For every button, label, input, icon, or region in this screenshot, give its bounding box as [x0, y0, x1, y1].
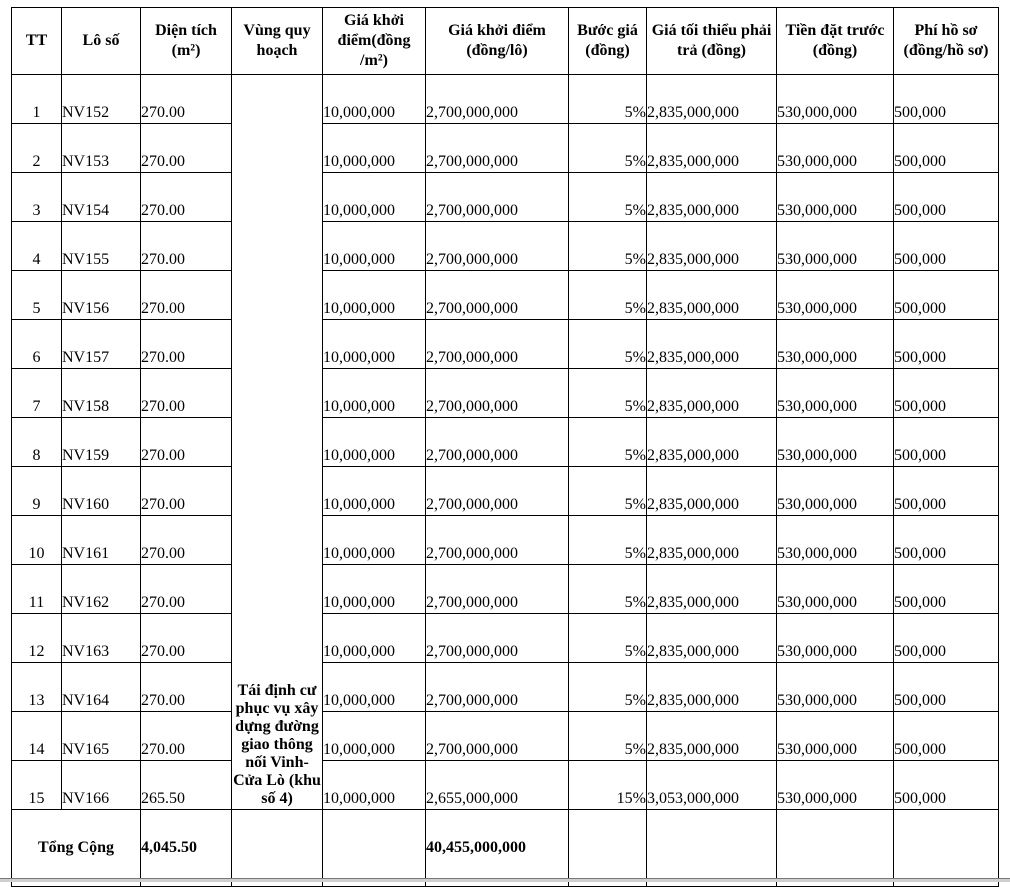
total-label: Tổng Cộng — [12, 810, 141, 887]
deposit-cell: 530,000,000 — [777, 614, 894, 663]
lot-number: NV166 — [62, 761, 141, 810]
row-number: 10 — [12, 516, 62, 565]
area-cell: 270.00 — [141, 565, 232, 614]
total-row — [12, 810, 999, 887]
minimum-price-cell: 2,835,000,000 — [647, 124, 777, 173]
row-number: 3 — [12, 173, 62, 222]
row-number: 1 — [12, 75, 62, 124]
area-cell: 270.00 — [141, 663, 232, 712]
application-fee-cell: 500,000 — [894, 467, 999, 516]
header-area: Diện tích (m²) — [141, 8, 232, 75]
deposit-cell: 530,000,000 — [777, 467, 894, 516]
application-fee-cell: 500,000 — [894, 320, 999, 369]
row-number: 5 — [12, 271, 62, 320]
table-row — [12, 75, 999, 124]
price-per-m2-cell: 10,000,000 — [323, 222, 426, 271]
minimum-price-cell: 2,835,000,000 — [647, 516, 777, 565]
application-fee-cell: 500,000 — [894, 712, 999, 761]
area-cell: 270.00 — [141, 75, 232, 124]
lot-number: NV158 — [62, 369, 141, 418]
minimum-price-cell: 2,835,000,000 — [647, 222, 777, 271]
price-per-m2-cell: 10,000,000 — [323, 369, 426, 418]
price-per-m2-cell: 10,000,000 — [323, 173, 426, 222]
price-per-lot-cell: 2,700,000,000 — [426, 467, 569, 516]
price-per-m2-cell: 10,000,000 — [323, 467, 426, 516]
minimum-price-cell: 2,835,000,000 — [647, 271, 777, 320]
application-fee-cell: 500,000 — [894, 565, 999, 614]
minimum-price-cell: 2,835,000,000 — [647, 418, 777, 467]
lot-number: NV164 — [62, 663, 141, 712]
total-empty-cell — [323, 810, 426, 887]
bid-step-cell: 15% — [569, 761, 647, 810]
area-cell: 270.00 — [141, 516, 232, 565]
row-number: 4 — [12, 222, 62, 271]
row-number: 11 — [12, 565, 62, 614]
area-cell: 270.00 — [141, 418, 232, 467]
area-cell: 270.00 — [141, 614, 232, 663]
auction-lots-table — [11, 7, 999, 887]
application-fee-cell: 500,000 — [894, 271, 999, 320]
row-number: 6 — [12, 320, 62, 369]
price-per-lot-cell: 2,700,000,000 — [426, 418, 569, 467]
lot-number: NV159 — [62, 418, 141, 467]
table-row — [12, 761, 999, 810]
table-body — [12, 75, 999, 887]
bid-step-cell: 5% — [569, 516, 647, 565]
header-planning-zone: Vùng quy hoạch — [232, 8, 323, 75]
area-cell: 270.00 — [141, 271, 232, 320]
deposit-cell: 530,000,000 — [777, 565, 894, 614]
lot-number: NV162 — [62, 565, 141, 614]
application-fee-cell: 500,000 — [894, 614, 999, 663]
total-area: 4,045.50 — [141, 810, 232, 887]
price-per-lot-cell: 2,700,000,000 — [426, 271, 569, 320]
application-fee-cell: 500,000 — [894, 124, 999, 173]
price-per-m2-cell: 10,000,000 — [323, 418, 426, 467]
header-price-per-m2: Giá khởi điểm(đồng /m²) — [323, 8, 426, 75]
deposit-cell: 530,000,000 — [777, 663, 894, 712]
price-per-m2-cell: 10,000,000 — [323, 663, 426, 712]
table-row — [12, 271, 999, 320]
bid-step-cell: 5% — [569, 614, 647, 663]
price-per-lot-cell: 2,700,000,000 — [426, 369, 569, 418]
row-number: 12 — [12, 614, 62, 663]
price-per-m2-cell: 10,000,000 — [323, 614, 426, 663]
price-per-m2-cell: 10,000,000 — [323, 124, 426, 173]
price-per-lot-cell: 2,700,000,000 — [426, 663, 569, 712]
page-bottom-divider — [0, 878, 1010, 882]
row-number: 9 — [12, 467, 62, 516]
deposit-cell: 530,000,000 — [777, 271, 894, 320]
header-application-fee: Phí hồ sơ (đồng/hồ sơ) — [894, 8, 999, 75]
bid-step-cell: 5% — [569, 271, 647, 320]
bid-step-cell: 5% — [569, 712, 647, 761]
lot-number: NV154 — [62, 173, 141, 222]
header-price-per-lot: Giá khởi điểm (đồng/lô) — [426, 8, 569, 75]
table-row — [12, 369, 999, 418]
deposit-cell: 530,000,000 — [777, 320, 894, 369]
price-per-lot-cell: 2,700,000,000 — [426, 222, 569, 271]
header-bid-step: Bước giá (đồng) — [569, 8, 647, 75]
row-number: 2 — [12, 124, 62, 173]
area-cell: 270.00 — [141, 173, 232, 222]
minimum-price-cell: 2,835,000,000 — [647, 75, 777, 124]
application-fee-cell: 500,000 — [894, 173, 999, 222]
total-empty-cell — [777, 810, 894, 887]
application-fee-cell: 500,000 — [894, 663, 999, 712]
table-row — [12, 516, 999, 565]
total-empty-cell — [647, 810, 777, 887]
price-per-lot-cell: 2,700,000,000 — [426, 320, 569, 369]
price-per-lot-cell: 2,700,000,000 — [426, 565, 569, 614]
deposit-cell: 530,000,000 — [777, 173, 894, 222]
total-empty-cell — [894, 810, 999, 887]
application-fee-cell: 500,000 — [894, 418, 999, 467]
row-number: 8 — [12, 418, 62, 467]
area-cell: 270.00 — [141, 320, 232, 369]
bid-step-cell: 5% — [569, 173, 647, 222]
table-row — [12, 320, 999, 369]
table-row — [12, 124, 999, 173]
price-per-lot-cell: 2,700,000,000 — [426, 614, 569, 663]
price-per-m2-cell: 10,000,000 — [323, 271, 426, 320]
minimum-price-cell: 2,835,000,000 — [647, 467, 777, 516]
bid-step-cell: 5% — [569, 124, 647, 173]
bid-step-cell: 5% — [569, 663, 647, 712]
bid-step-cell: 5% — [569, 320, 647, 369]
deposit-cell: 530,000,000 — [777, 222, 894, 271]
table-row — [12, 222, 999, 271]
application-fee-cell: 500,000 — [894, 222, 999, 271]
lot-number: NV155 — [62, 222, 141, 271]
table-row — [12, 467, 999, 516]
price-per-m2-cell: 10,000,000 — [323, 761, 426, 810]
deposit-cell: 530,000,000 — [777, 75, 894, 124]
deposit-cell: 530,000,000 — [777, 712, 894, 761]
bid-step-cell: 5% — [569, 565, 647, 614]
lot-number: NV163 — [62, 614, 141, 663]
minimum-price-cell: 3,053,000,000 — [647, 761, 777, 810]
total-empty-cell — [569, 810, 647, 887]
table-row — [12, 712, 999, 761]
area-cell: 270.00 — [141, 124, 232, 173]
application-fee-cell: 500,000 — [894, 761, 999, 810]
row-number: 7 — [12, 369, 62, 418]
table-row — [12, 663, 999, 712]
row-number: 13 — [12, 663, 62, 712]
price-per-m2-cell: 10,000,000 — [323, 516, 426, 565]
minimum-price-cell: 2,835,000,000 — [647, 369, 777, 418]
total-price-per-lot: 40,455,000,000 — [426, 810, 569, 887]
row-number: 14 — [12, 712, 62, 761]
price-per-lot-cell: 2,655,000,000 — [426, 761, 569, 810]
table-row — [12, 418, 999, 467]
price-per-lot-cell: 2,700,000,000 — [426, 124, 569, 173]
bid-step-cell: 5% — [569, 222, 647, 271]
planning-zone-cell: Tái định cư phục vụ xây dựng đường giao thông nối Vinh- Cửa Lò (khu số 4) — [232, 75, 323, 810]
area-cell: 265.50 — [141, 761, 232, 810]
lot-number: NV157 — [62, 320, 141, 369]
deposit-cell: 530,000,000 — [777, 418, 894, 467]
lot-number: NV165 — [62, 712, 141, 761]
header-lot-number: Lô số — [62, 8, 141, 75]
price-per-m2-cell: 10,000,000 — [323, 320, 426, 369]
area-cell: 270.00 — [141, 467, 232, 516]
minimum-price-cell: 2,835,000,000 — [647, 565, 777, 614]
bid-step-cell: 5% — [569, 75, 647, 124]
table-row — [12, 173, 999, 222]
price-per-lot-cell: 2,700,000,000 — [426, 516, 569, 565]
bid-step-cell: 5% — [569, 467, 647, 516]
deposit-cell: 530,000,000 — [777, 369, 894, 418]
area-cell: 270.00 — [141, 369, 232, 418]
table-row — [12, 565, 999, 614]
price-per-lot-cell: 2,700,000,000 — [426, 75, 569, 124]
total-empty-cell — [232, 810, 323, 887]
price-per-lot-cell: 2,700,000,000 — [426, 712, 569, 761]
table-header-row — [12, 8, 999, 75]
lot-number: NV160 — [62, 467, 141, 516]
application-fee-cell: 500,000 — [894, 369, 999, 418]
deposit-cell: 530,000,000 — [777, 761, 894, 810]
bid-step-cell: 5% — [569, 369, 647, 418]
bid-step-cell: 5% — [569, 418, 647, 467]
lot-number: NV153 — [62, 124, 141, 173]
minimum-price-cell: 2,835,000,000 — [647, 320, 777, 369]
lot-number: NV156 — [62, 271, 141, 320]
application-fee-cell: 500,000 — [894, 75, 999, 124]
lot-number: NV161 — [62, 516, 141, 565]
minimum-price-cell: 2,835,000,000 — [647, 663, 777, 712]
header-minimum-price: Giá tối thiểu phải trả (đồng) — [647, 8, 777, 75]
price-per-m2-cell: 10,000,000 — [323, 75, 426, 124]
table-row — [12, 614, 999, 663]
deposit-cell: 530,000,000 — [777, 124, 894, 173]
row-number: 15 — [12, 761, 62, 810]
minimum-price-cell: 2,835,000,000 — [647, 712, 777, 761]
application-fee-cell: 500,000 — [894, 516, 999, 565]
header-deposit: Tiền đặt trước (đồng) — [777, 8, 894, 75]
deposit-cell: 530,000,000 — [777, 516, 894, 565]
area-cell: 270.00 — [141, 712, 232, 761]
minimum-price-cell: 2,835,000,000 — [647, 173, 777, 222]
area-cell: 270.00 — [141, 222, 232, 271]
price-per-lot-cell: 2,700,000,000 — [426, 173, 569, 222]
price-per-m2-cell: 10,000,000 — [323, 565, 426, 614]
lot-number: NV152 — [62, 75, 141, 124]
header-tt: TT — [12, 8, 62, 75]
minimum-price-cell: 2,835,000,000 — [647, 614, 777, 663]
price-per-m2-cell: 10,000,000 — [323, 712, 426, 761]
